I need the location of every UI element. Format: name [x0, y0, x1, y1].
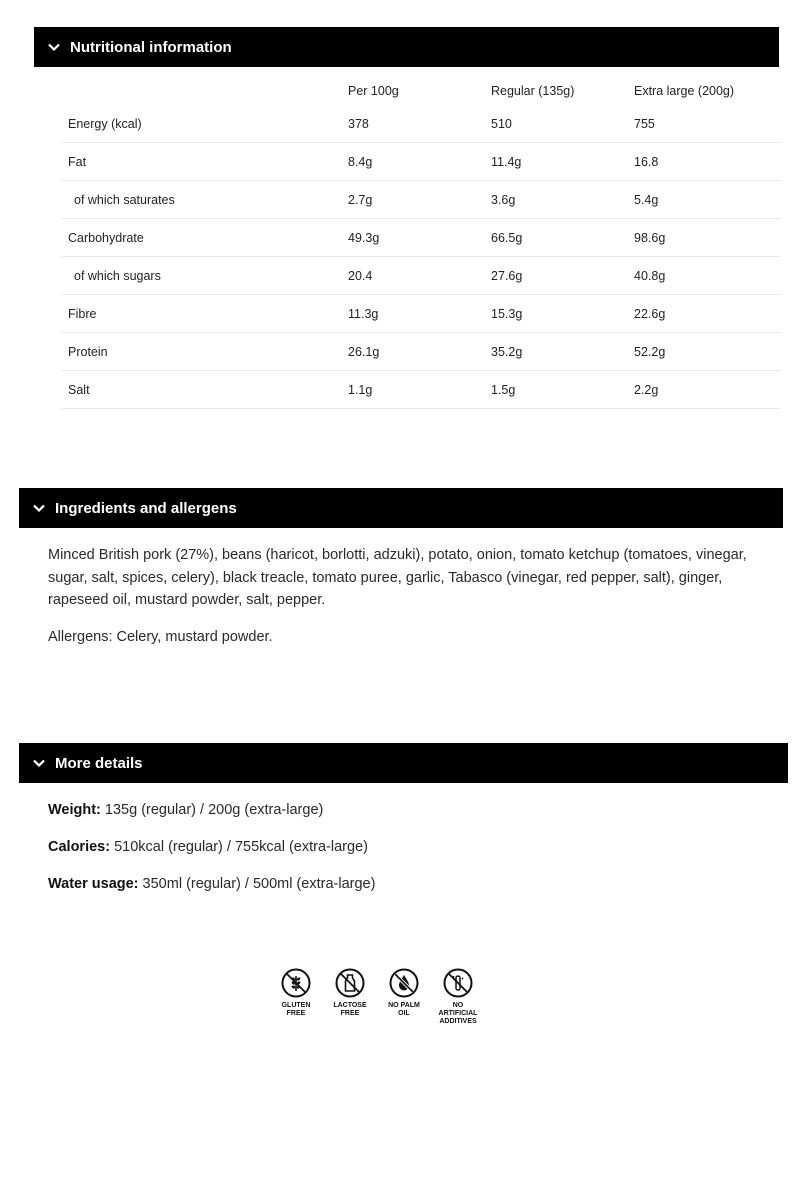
table-cell: 2.2g [634, 371, 780, 409]
section-title: More details [55, 754, 143, 772]
table-cell: 11.3g [348, 295, 491, 333]
water-usage-label: Water usage: [48, 876, 139, 892]
row-label: Energy (kcal) [62, 105, 348, 143]
column-header: Extra large (200g) [634, 83, 735, 98]
table-row [62, 143, 780, 181]
table-header-row [62, 76, 780, 105]
row-label: Protein [62, 333, 348, 371]
section-title: Ingredients and allergens [55, 499, 237, 517]
row-label: Carbohydrate [62, 219, 348, 257]
table-cell: 1.5g [491, 371, 634, 409]
table-row [62, 295, 780, 333]
table-cell: 11.4g [491, 143, 634, 181]
table-row [62, 257, 780, 295]
table-cell: 66.5g [491, 219, 634, 257]
water-usage-value: 350ml (regular) / 500ml (extra-large) [138, 876, 376, 892]
details-body [48, 798, 748, 909]
ingredients-text: Minced British pork (27%), beans (haricot, borlotti, adzuki), potato, onion, tomato ketchup (tomatoes, vinegar, sugar, salt, spices, celery), black treacle, tomato puree, garlic, Tabasco (vinegar, red pepper, salt), ginger, rapeseed oil, mustard powder, salt, pepper. [48, 547, 747, 608]
row-label: of which saturates [62, 181, 348, 219]
weight-row [48, 798, 748, 835]
table-cell: 2.7g [348, 181, 491, 219]
table-cell: 1.1g [348, 371, 491, 409]
row-label: Salt [62, 371, 348, 409]
table-row [62, 333, 780, 371]
section-title: Nutritional information [70, 38, 232, 56]
table-cell: 27.6g [491, 257, 634, 295]
table-cell: 22.6g [634, 295, 780, 333]
weight-label: Weight: [48, 802, 101, 818]
table-cell: 16.8 [634, 143, 780, 181]
table-cell: 40.8g [634, 257, 780, 295]
table-cell: 49.3g [348, 219, 491, 257]
ingredients-body [48, 544, 784, 648]
ingredients-section-header[interactable] [19, 488, 783, 528]
row-label: Fat [62, 143, 348, 181]
row-label: of which sugars [62, 257, 348, 295]
allergens-text: Allergens: Celery, mustard powder. [48, 628, 273, 645]
table-cell: 35.2g [491, 333, 634, 371]
table-cell: 98.6g [634, 219, 780, 257]
table-row [62, 105, 780, 143]
table-cell: 755 [634, 105, 780, 143]
milk-bottle-icon [335, 968, 365, 998]
badge-label: LACTOSE FREE [333, 1002, 367, 1017]
table-cell: 3.6g [491, 181, 634, 219]
table-row [62, 219, 780, 257]
chevron-down-icon [32, 756, 46, 770]
water-usage-row [48, 872, 748, 909]
badge-label: GLUTEN FREE [281, 1002, 311, 1017]
table-cell: 8.4g [348, 143, 491, 181]
table-cell: 52.2g [634, 333, 780, 371]
no-artificial-additives-badge [440, 968, 476, 1026]
table-cell: 510 [491, 105, 634, 143]
dietary-badges [278, 968, 476, 1026]
more-details-section-header[interactable] [19, 743, 788, 783]
chevron-down-icon [32, 501, 46, 515]
calories-label: Calories: [48, 839, 111, 855]
badge-label: NO PALM OIL [388, 1002, 420, 1017]
calories-value: 510kcal (regular) / 755kcal (extra-large) [110, 839, 368, 855]
table-cell: 378 [348, 105, 491, 143]
column-header [62, 76, 348, 105]
column-header: Regular (135g) [491, 83, 575, 98]
calories-row [48, 835, 748, 872]
wheat-icon [281, 968, 311, 998]
weight-value: 135g (regular) / 200g (extra-large) [100, 802, 324, 818]
badge-label: NO ARTIFICIAL ADDITIVES [438, 1002, 478, 1025]
lactose-free-badge [332, 968, 368, 1026]
table-cell: 20.4 [348, 257, 491, 295]
table-cell: 15.3g [491, 295, 634, 333]
test-tube-icon [443, 968, 473, 998]
gluten-free-badge [278, 968, 314, 1026]
column-header: Per 100g [348, 83, 399, 98]
no-palm-oil-badge [386, 968, 422, 1026]
table-cell: 26.1g [348, 333, 491, 371]
oil-drop-icon [389, 968, 419, 998]
nutrition-section-header[interactable] [34, 27, 779, 67]
table-row [62, 371, 780, 409]
chevron-down-icon [47, 40, 61, 54]
table-row [62, 181, 780, 219]
nutrition-table [62, 76, 780, 409]
table-cell: 5.4g [634, 181, 780, 219]
row-label: Fibre [62, 295, 348, 333]
